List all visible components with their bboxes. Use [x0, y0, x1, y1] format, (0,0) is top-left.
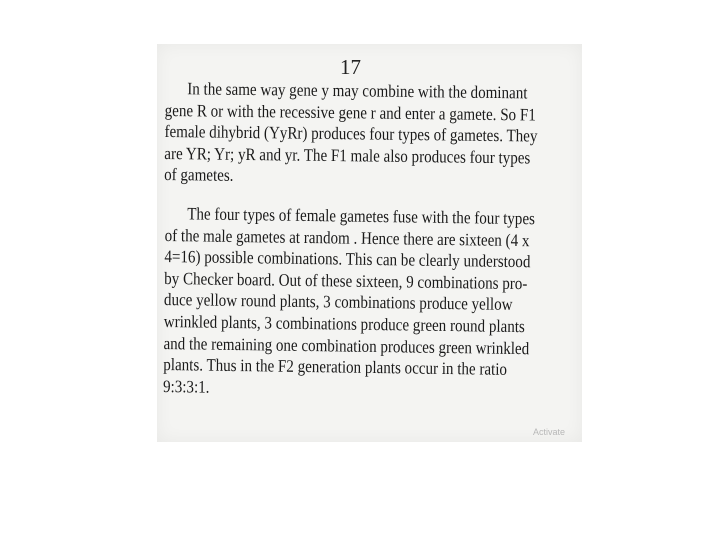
text-line: The four types of female gametes fuse with the four types [187, 203, 536, 229]
text-line: In the same way gene y may combine with the dominant [187, 78, 528, 103]
text-line: female dihybrid (YyRr) produces four types of gametes. They [164, 121, 538, 146]
text-line: 4=16) possible combinations. This can be clearly understood [164, 246, 531, 272]
text-line: plants. Thus in the F2 generation plants occur in the ratio [163, 354, 508, 380]
text-line: duce yellow round plants, 3 combinations produce yellow [163, 289, 513, 315]
text-line: of gametes. [164, 164, 234, 186]
text-line: and the remaining one combination produces green wrinkled [163, 332, 530, 358]
activation-watermark: Activate [533, 427, 566, 437]
text-line: by Checker board. Out of these sixteen, 9 combinations pro- [164, 267, 528, 293]
text-line: gene R or with the recessive gene r and enter a gamete. So F1 [164, 99, 536, 125]
paragraph-1 [164, 78, 538, 191]
text-line: wrinkled plants, 3 combinations produce green round plants [163, 310, 525, 337]
text-line: of the male gametes at random . Hence there are sixteen (4 x [164, 224, 530, 250]
page-number: 17 [340, 55, 361, 79]
text-line: 9:3:3:1. [162, 375, 210, 397]
paragraph-2 [163, 203, 535, 403]
text-line: are YR; Yr; yR and yr. The F1 male also produces four types [164, 142, 531, 168]
